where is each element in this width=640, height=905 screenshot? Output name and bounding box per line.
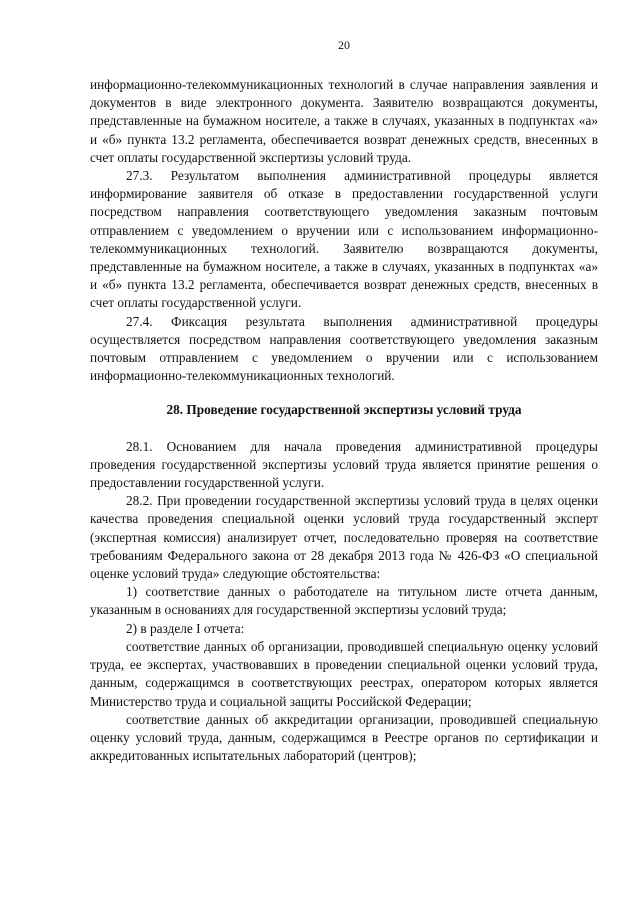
paragraph-27-3: 27.3. Результатом выполнения административной процедуры является информирование заявителя об отказе в предоставлении государственной услуги посредством направления соответствующего уведомления заказным почтовым отправлением с уведомлением о вручении или с использованием информационно-телекоммуникационных технологий. Заявителю возвращаются документы, представленные на бумажном носителе, а также в случаях, указанных в подпунктах «а» и «б» пункта 13.2 регламента, обеспечивается возврат денежных средств, внесенных в счет оплаты государственной услуги. — [90, 168, 598, 311]
page-number: 20 — [338, 38, 350, 52]
paragraph-27-4: 27.4. Фиксация результата выполнения административной процедуры осуществляется посредством направления соответствующего уведомления заказным почтовым отправлением с уведомлением о вручении или с использованием информационно-телекоммуникационных технологий. — [90, 313, 598, 384]
paragraph-organization-data: соответствие данных об организации, проводившей специальную оценку условий труда, ее экспертах, участвовавших в проведении специальной оценки условий труда, данным, содержащимся в соответствующих реестрах, оператором которых является Министерство труда и социальной защиты Российской Федерации; — [90, 638, 598, 709]
paragraph-accreditation-data: соответствие данных об аккредитации организации, проводившей специальную оценку условий труда, данным, содержащимся в Реестре органов по сертификации и аккредитованных испытательных лабораторий (центров); — [90, 711, 598, 764]
document-page — [90, 38, 598, 765]
paragraph-28-1: 28.1. Основанием для начала проведения административной процедуры проведения государственной экспертизы условий труда является принятие решения о предоставлении государственной услуги. — [90, 438, 598, 491]
paragraph-28-2: 28.2. При проведении государственной экспертизы условий труда в целях оценки качества проведения специальной оценки условий труда государственный эксперт (экспертная комиссия) анализирует отчет, последовательно проверяя на соответствие требованиям Федерального закона от 28 декабря 2013 года № 426-ФЗ «О специальной оценке условий труда» следующие обстоятельства: — [90, 493, 598, 582]
list-item-2: 2) в разделе I отчета: — [126, 620, 245, 636]
section-title: 28. Проведение государственной экспертизы условий труда — [166, 402, 522, 418]
list-item-1: 1) соответствие данных о работодателе на титульном листе отчета данным, указанным в основаниях для государственной экспертизы условий труда; — [90, 584, 598, 618]
paragraph-continuation: информационно-телекоммуникационных технологий в случае направления заявления и документов в виде электронного документа. Заявителю возвращаются документы, представленные на бумажном носителе, а также в случаях, указанных в подпунктах «а» и «б» пункта 13.2 регламента, обеспечивается возврат денежных средств, внесенных в счет оплаты государственной экспертизы условий труда. — [90, 77, 598, 165]
